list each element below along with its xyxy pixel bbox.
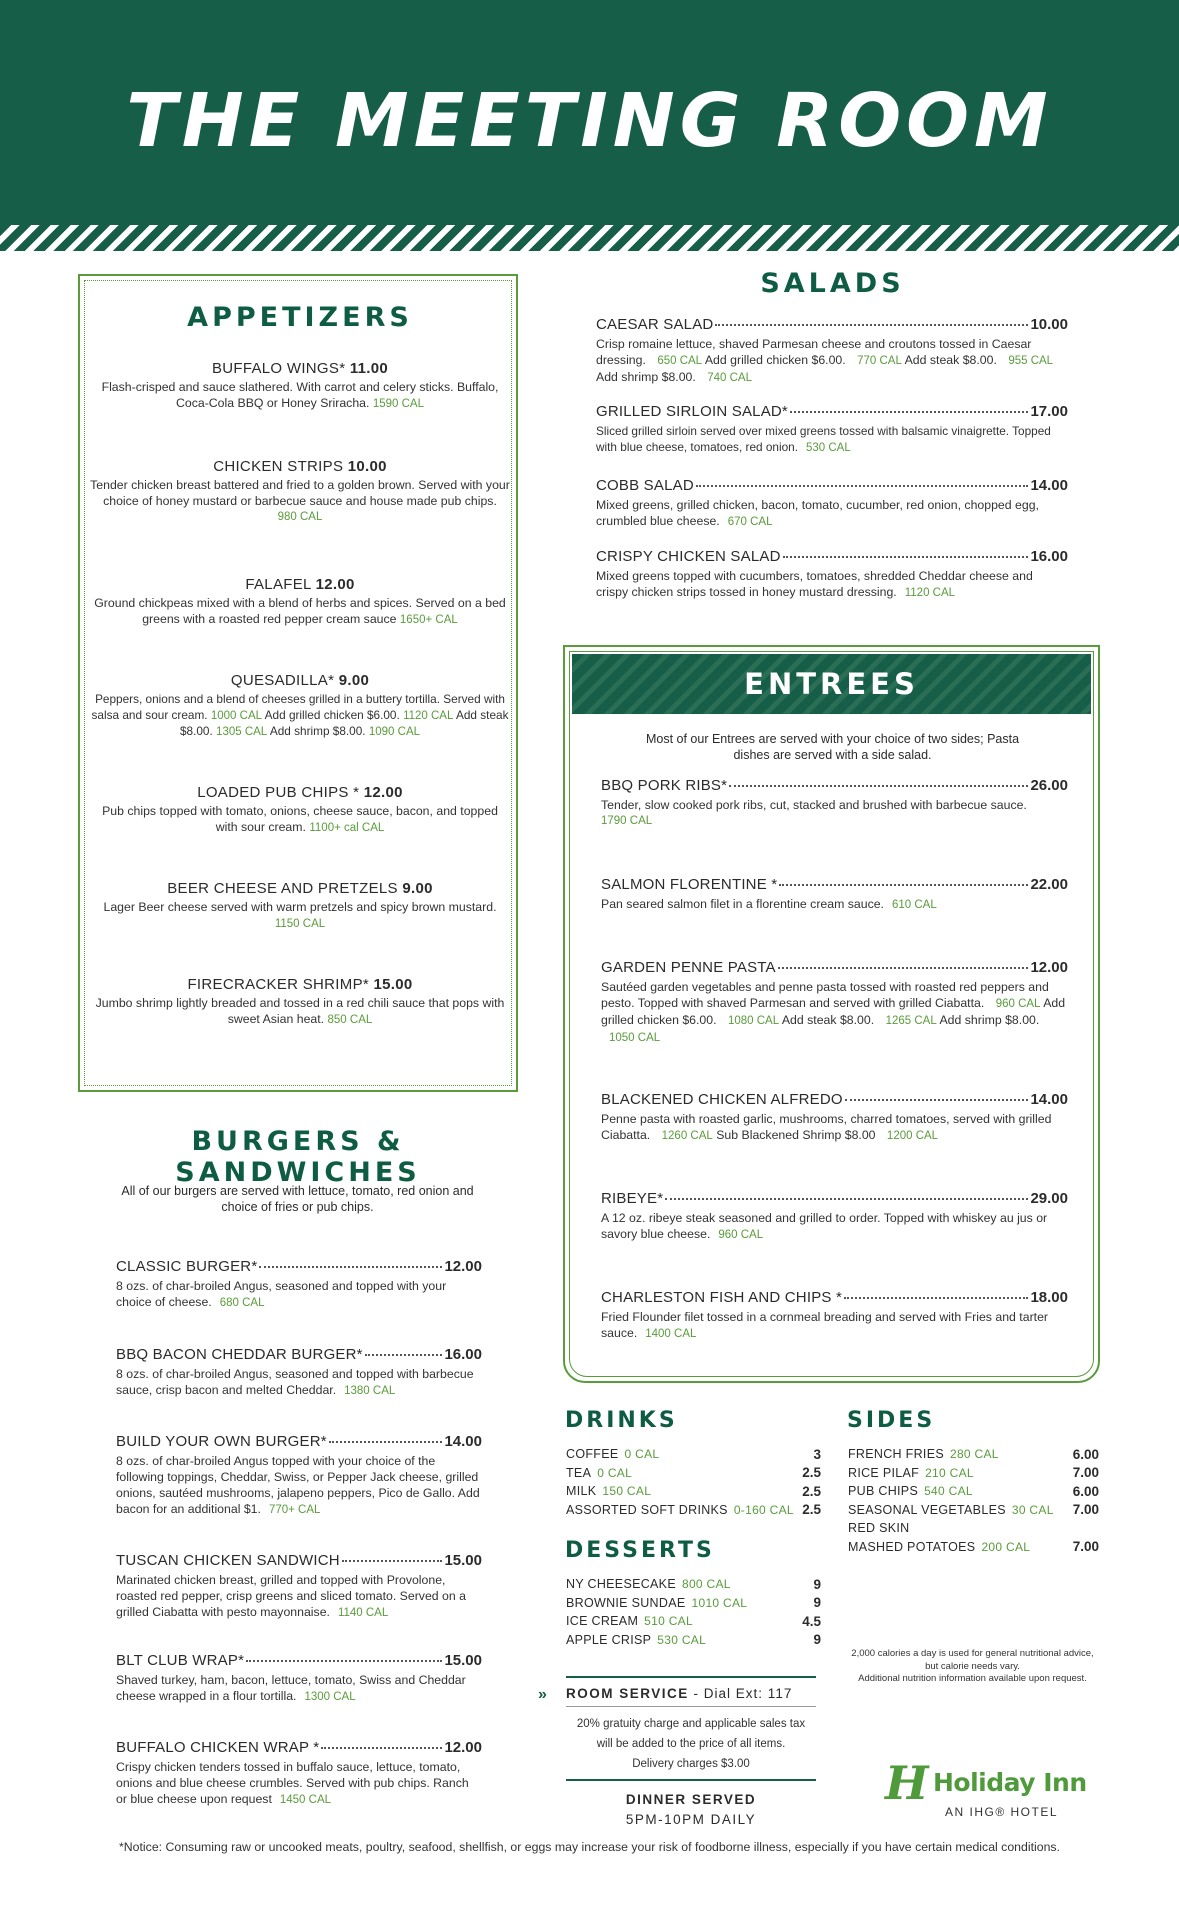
item-description: Penne pasta with roasted garlic, mushrooms, charred tomatoes, served with grilled Ciabatta. <box>601 1112 1052 1142</box>
item-description: Crispy chicken tenders tossed in buffalo sauce, lettuce, tomato, onions and blue cheese crumbles. Served with pub chips. Ranch or blue cheese upon request <box>116 1760 469 1806</box>
desserts-list <box>566 1575 821 1649</box>
dot-leader <box>696 485 1029 487</box>
appetizers-section <box>78 274 518 1092</box>
item-name: TUSCAN CHICKEN SANDWICH <box>116 1552 340 1569</box>
item-name: CRISPY CHICKEN SALAD <box>596 548 781 565</box>
item-price: 14.00 <box>444 1433 482 1450</box>
dot-leader <box>783 556 1029 558</box>
item-description: Shaved turkey, ham, bacon, lettuce, tomato, Swiss and Cheddar cheese wrapped in a flour tortilla. <box>116 1673 466 1703</box>
list-item <box>566 1575 821 1594</box>
item-description: Flash-crisped and sauce slathered. With carrot and celery sticks. Buffalo, Coca-Cola BBQ or Honey Sriracha. <box>101 380 499 410</box>
addon-calories: 770 CAL <box>857 355 902 367</box>
item-price: 11.00 <box>349 360 389 377</box>
item-price: 14.00 <box>1030 477 1068 494</box>
list-item <box>566 1612 821 1631</box>
item-calories: 960 CAL <box>718 1229 764 1241</box>
salads-title: SALADS <box>760 268 905 299</box>
item-name: BLT CLUB WRAP* <box>116 1652 245 1669</box>
item-name: NY CHEESECAKE <box>566 1577 676 1592</box>
list-item <box>848 1501 1099 1520</box>
item-description: Sliced grilled sirloin served over mixed greens tossed with balsamic vinaigrette. Topped with blue cheese, tomatoes, red onion. <box>596 424 1051 454</box>
item-calories: 1140 CAL <box>337 1607 389 1619</box>
item-calories: 1300 CAL <box>304 1691 356 1703</box>
item-price: 12.00 <box>444 1258 482 1275</box>
item-price: 12.00 <box>444 1739 482 1756</box>
item-calories: 30 CAL <box>1011 1502 1054 1517</box>
item-description: Crisp romaine lettuce, shaved Parmesan cheese and croutons tossed in Caesar dressing. <box>596 337 1032 367</box>
item-calories: 1120 CAL <box>904 587 956 599</box>
burger-item <box>116 1433 482 1518</box>
item-price: 26.00 <box>1030 777 1068 794</box>
desserts-title: DESSERTS <box>565 1538 715 1563</box>
header-banner <box>0 0 1179 225</box>
nutrition-line: Additional nutrition information available upon request. <box>858 1673 1087 1684</box>
list-item <box>848 1464 1099 1483</box>
list-item <box>566 1594 821 1613</box>
appetizer-item <box>90 672 510 741</box>
item-price: 7.00 <box>1072 1502 1099 1518</box>
item-name: BBQ BACON CHEDDAR BURGER* <box>116 1346 363 1363</box>
addon-calories: 1080 CAL <box>727 1015 780 1027</box>
addon-text: Sub Blackened Shrimp $8.00 <box>716 1128 876 1142</box>
item-calories: 1650+ CAL <box>399 613 458 626</box>
appetizer-item <box>90 576 510 628</box>
nutrition-line: 2,000 calories a day is used for general nutritional advice, but calorie needs vary. <box>851 1648 1094 1672</box>
room-service-line: Delivery charges $3.00 <box>632 1758 750 1770</box>
item-name: ASSORTED SOFT DRINKS <box>566 1502 728 1517</box>
item-price: 22.00 <box>1030 876 1068 893</box>
room-service-dial: - Dial Ext: 117 <box>693 1686 793 1701</box>
item-name: QUESADILLA* <box>230 672 335 689</box>
item-calories: 1400 CAL <box>645 1328 697 1340</box>
addon-calories: 1090 CAL <box>368 726 421 738</box>
item-calories: 1100+ cal CAL <box>309 821 385 834</box>
dinner-hours <box>566 1790 816 1830</box>
item-calories: 960 CAL <box>995 998 1041 1010</box>
item-calories: 510 CAL <box>644 1614 693 1629</box>
double-arrow-icon: » <box>538 1686 547 1703</box>
item-price: 2.5 <box>802 1502 821 1518</box>
list-item <box>566 1445 821 1464</box>
item-name: CHARLESTON FISH AND CHIPS * <box>601 1289 843 1306</box>
header-stripe-divider <box>0 225 1179 251</box>
item-description: Mixed greens topped with cucumbers, tomatoes, shredded Cheddar cheese and crispy chicken strips tossed in honey mustard dressing. <box>596 569 1033 599</box>
item-price: 6.00 <box>1072 1446 1099 1462</box>
dot-leader <box>779 884 1028 886</box>
item-calories: 800 CAL <box>681 1577 731 1592</box>
list-item <box>848 1445 1099 1464</box>
food-safety-notice: *Notice: Consuming raw or uncooked meats, poultry, seafood, shellfish, or eggs may increase your risk of foodborne illness, especially if you have certain medical conditions. <box>119 1840 1060 1854</box>
item-calories: 0-160 CAL <box>733 1502 794 1517</box>
item-name: APPLE CRISP <box>566 1632 652 1647</box>
item-description: Sautéed garden vegetables and penne pasta tossed with roasted red peppers and pesto. Topped with shaved Parmesan and served with grilled Ciabatta. <box>601 980 1049 1010</box>
item-calories: 980 CAL <box>277 511 323 523</box>
item-calories: 280 CAL <box>949 1447 999 1462</box>
appetizer-item <box>90 880 510 932</box>
list-item <box>848 1538 1099 1557</box>
item-calories: 1790 CAL <box>601 815 653 827</box>
list-item <box>566 1482 821 1501</box>
item-calories: 0 CAL <box>624 1447 660 1462</box>
item-price: 29.00 <box>1030 1190 1068 1207</box>
item-description: A 12 oz. ribeye steak seasoned and grilled to order. Topped with whiskey au jus or savory blue cheese. <box>601 1211 1048 1241</box>
item-calories: 1590 CAL <box>372 397 424 410</box>
item-description: 8 ozs. of char-broiled Angus topped with your choice of the following toppings, Cheddar, Swiss, or Pepper Jack cheese, grilled onions, sautéed mushrooms, jalapeno peppers, Pico de Gallo. Add bacon for an additional $1. <box>116 1454 480 1516</box>
item-price: 18.00 <box>1030 1289 1068 1306</box>
item-name: BUFFALO WINGS* <box>211 360 346 377</box>
item-name: COBB SALAD <box>596 477 694 494</box>
list-item <box>848 1482 1099 1501</box>
item-price: 17.00 <box>1030 403 1068 420</box>
salad-item <box>596 477 1068 530</box>
h-logo-icon: H <box>885 1756 929 1810</box>
addon-text: Add grilled chicken $6.00. <box>704 353 846 367</box>
entree-item <box>601 876 1068 913</box>
entree-item <box>601 1091 1068 1144</box>
dinner-served-label: DINNER SERVED <box>625 1792 757 1807</box>
item-name: BROWNIE SUNDAE <box>566 1595 686 1610</box>
item-calories: 540 CAL <box>924 1484 973 1499</box>
item-description: Lager Beer cheese served with warm pretzels and spicy brown mustard. <box>103 900 497 914</box>
entree-item <box>601 959 1068 1046</box>
item-description: Tender, slow cooked pork ribs, cut, stacked and brushed with barbecue sauce. <box>601 798 1027 812</box>
addon-calories: 1050 CAL <box>609 1032 661 1044</box>
item-calories: 1150 CAL <box>274 917 326 930</box>
item-price: 15.00 <box>444 1552 482 1569</box>
item-calories: 1450 CAL <box>279 1794 332 1806</box>
appetizers-title: APPETIZERS <box>187 302 413 333</box>
nutrition-note <box>845 1648 1100 1686</box>
dot-leader <box>365 1354 443 1356</box>
drinks-title: DRINKS <box>565 1408 678 1433</box>
burger-item <box>116 1652 482 1705</box>
item-description: Pub chips topped with tomato, onions, cheese sauce, bacon, and topped with sour cream. <box>102 804 498 834</box>
holiday-inn-logo <box>885 1756 1105 1826</box>
item-name: LOADED PUB CHIPS * <box>197 784 360 801</box>
item-price: 3 <box>813 1446 821 1462</box>
entrees-section <box>563 645 1100 1383</box>
item-description: Ground chickpeas mixed with a blend of herbs and spices. Served on a bed greens with a roasted red pepper cream sauce <box>94 596 506 626</box>
item-name: BUFFALO CHICKEN WRAP * <box>116 1739 320 1756</box>
divider <box>566 1676 816 1678</box>
item-name: BUILD YOUR OWN BURGER* <box>116 1433 327 1450</box>
item-calories: 1260 CAL <box>661 1130 713 1142</box>
addon-calories: 1120 CAL <box>403 709 454 722</box>
dot-leader <box>321 1747 442 1749</box>
item-calories: 1010 CAL <box>691 1595 748 1610</box>
entree-item <box>601 777 1068 829</box>
addon-calories: 1265 CAL <box>885 1015 937 1027</box>
item-calories: 680 CAL <box>219 1297 265 1309</box>
item-price: 4.5 <box>802 1613 821 1629</box>
item-price: 2.5 <box>802 1483 821 1499</box>
sides-list <box>848 1445 1099 1556</box>
logo-subtitle: AN IHG® HOTEL <box>945 1805 1059 1819</box>
list-item <box>566 1464 821 1483</box>
list-item <box>848 1519 1099 1538</box>
sides-title: SIDES <box>847 1408 936 1433</box>
item-calories: 0 CAL <box>597 1465 633 1480</box>
item-name: PUB CHIPS <box>848 1484 919 1499</box>
item-price: 9 <box>813 1595 821 1611</box>
dot-leader <box>342 1560 443 1562</box>
item-name: SEASONAL VEGETABLES <box>848 1502 1006 1517</box>
item-name: SALMON FLORENTINE * <box>601 876 778 893</box>
burgers-title: BURGERS & SANDWICHES <box>175 1126 421 1188</box>
appetizer-item <box>90 976 510 1028</box>
addon-text: Add shrimp $8.00. <box>939 1013 1040 1027</box>
burgers-note: All of our burgers are served with lettuce, tomato, red onion and choice of fries or pub chips. <box>121 1184 474 1214</box>
item-calories: 530 CAL <box>657 1632 707 1647</box>
item-price: 9.00 <box>338 672 370 689</box>
addon-text: Add shrimp $8.00. <box>269 724 366 738</box>
item-price: 6.00 <box>1072 1483 1099 1499</box>
dot-leader <box>246 1660 442 1662</box>
item-price: 2.5 <box>802 1465 821 1481</box>
logo-name: Holiday Inn <box>933 1768 1087 1797</box>
item-name: RIBEYE* <box>601 1190 664 1207</box>
item-calories: 150 CAL <box>602 1484 652 1499</box>
item-description: Pan seared salmon filet in a florentine cream sauce. <box>601 897 884 911</box>
item-name: CLASSIC BURGER* <box>116 1258 258 1275</box>
item-calories: 650 CAL <box>657 355 703 367</box>
item-name: CHICKEN STRIPS <box>213 458 344 475</box>
item-price: 9 <box>813 1576 821 1592</box>
item-price: 9 <box>813 1632 821 1648</box>
divider <box>566 1779 816 1781</box>
item-price: 7.00 <box>1072 1539 1099 1555</box>
dot-leader <box>790 411 1028 413</box>
item-description: 8 ozs. of char-broiled Angus, seasoned and topped with barbecue sauce, crisp bacon and melted Cheddar. <box>116 1367 474 1397</box>
salad-item <box>596 548 1068 601</box>
appetizer-item <box>90 784 510 836</box>
room-service-details <box>566 1714 816 1774</box>
dot-leader <box>729 785 1028 787</box>
addon-text: Add shrimp $8.00. <box>596 370 696 384</box>
entree-item <box>601 1289 1068 1342</box>
item-price: 14.00 <box>1030 1091 1068 1108</box>
divider <box>566 1706 816 1707</box>
item-name: ICE CREAM <box>566 1614 639 1629</box>
item-price: 16.00 <box>444 1346 482 1363</box>
entrees-note: Most of our Entrees are served with your choice of two sides; Pasta dishes are served with a side salad. <box>645 732 1020 762</box>
item-name: FIRECRACKER SHRIMP* <box>187 976 370 993</box>
dot-leader <box>329 1441 443 1443</box>
burger-item <box>116 1346 482 1399</box>
drinks-list <box>566 1445 821 1519</box>
dot-leader <box>844 1297 1028 1299</box>
room-service-heading <box>566 1686 792 1701</box>
list-item <box>566 1501 821 1520</box>
item-price: 10.00 <box>1030 316 1068 333</box>
room-service-label: ROOM SERVICE <box>566 1686 689 1701</box>
item-description: Marinated chicken breast, grilled and topped with Provolone, roasted red pepper, crisp greens and sliced tomato. Served on a grilled Ciabatta with pesto mayonnaise. <box>116 1573 466 1619</box>
item-name: GRILLED SIRLOIN SALAD* <box>596 403 788 420</box>
item-name: RED SKIN <box>848 1521 910 1536</box>
item-name: COFFEE <box>566 1447 619 1462</box>
dinner-hours-text: 5PM-10PM DAILY <box>625 1812 757 1827</box>
item-price: 15.00 <box>444 1652 482 1669</box>
item-price: 12.00 <box>363 784 403 801</box>
addon-calories: 740 CAL <box>707 372 752 384</box>
addon-calories: 1305 CAL <box>216 726 268 738</box>
item-name: BLACKENED CHICKEN ALFREDO <box>601 1091 843 1108</box>
addon-calories: 1200 CAL <box>886 1130 939 1142</box>
item-name: BBQ PORK RIBS* <box>601 777 728 794</box>
burger-item <box>116 1739 482 1808</box>
salad-item <box>596 316 1068 386</box>
item-price: 15.00 <box>373 976 413 993</box>
addon-text: Add steak $8.00. <box>904 353 997 367</box>
item-calories: 670 CAL <box>727 516 773 528</box>
dot-leader <box>778 967 1029 969</box>
item-price: 7.00 <box>1072 1465 1099 1481</box>
item-name: MASHED POTATOES <box>848 1539 976 1554</box>
room-service-line: will be added to the price of all items. <box>596 1738 786 1750</box>
item-description: Jumbo shrimp lightly breaded and tossed in a red chili sauce that pops with sweet Asian heat. <box>95 996 505 1026</box>
item-description: 8 ozs. of char-broiled Angus, seasoned and topped with your choice of cheese. <box>116 1279 447 1309</box>
item-description: Fried Flounder filet tossed in a cornmeal breading and served with Fries and tarter sauce. <box>601 1310 1049 1340</box>
item-price: 9.00 <box>402 880 433 897</box>
appetizer-item <box>90 360 510 412</box>
item-calories: 1380 CAL <box>344 1385 396 1397</box>
appetizer-item <box>90 458 510 526</box>
item-name: CAESAR SALAD <box>596 316 714 333</box>
item-name: GARDEN PENNE PASTA <box>601 959 776 976</box>
item-name: FALAFEL <box>245 576 312 593</box>
item-calories: 850 CAL <box>327 1013 373 1026</box>
menu-title: THE MEETING ROOM <box>126 78 1053 164</box>
item-description: Peppers, onions and a blend of cheeses grilled in a buttery tortilla. Served with salsa and sour cream. <box>91 692 505 722</box>
addon-text: Add grilled chicken $6.00. <box>264 707 400 722</box>
item-price: 16.00 <box>1030 548 1068 565</box>
item-calories: 530 CAL <box>805 442 851 454</box>
addon-text: Add steak $8.00. <box>179 707 509 738</box>
item-calories: 210 CAL <box>925 1465 974 1480</box>
dot-leader <box>845 1099 1029 1101</box>
item-description: Tender chicken breast battered and fried to a golden brown. Served with your choice of honey mustard or barbecue sauce and house made pub chips. <box>90 478 510 508</box>
item-description: Mixed greens, grilled chicken, bacon, tomato, cucumber, red onion, chopped egg, crumbled blue cheese. <box>596 498 1039 528</box>
burger-item <box>116 1552 482 1621</box>
entrees-title: ENTREES <box>744 667 919 701</box>
addon-calories: 955 CAL <box>1008 355 1054 367</box>
list-item <box>566 1631 821 1650</box>
item-price: 12.00 <box>315 576 355 593</box>
item-calories: 1000 CAL <box>210 709 263 722</box>
item-price: 10.00 <box>347 458 387 475</box>
item-price: 12.00 <box>1030 959 1068 976</box>
item-calories: 770+ CAL <box>268 1504 321 1516</box>
burger-item <box>116 1258 482 1311</box>
addon-text: Add steak $8.00. <box>781 1013 875 1027</box>
dot-leader <box>715 324 1028 326</box>
salad-item <box>596 403 1068 456</box>
addon-text: Add grilled chicken $6.00. <box>601 996 1066 1027</box>
entree-item <box>601 1190 1068 1243</box>
item-name: RICE PILAF <box>848 1465 920 1480</box>
dot-leader <box>665 1198 1028 1200</box>
room-service-line: 20% gratuity charge and applicable sales tax <box>576 1718 806 1730</box>
item-name: FRENCH FRIES <box>848 1447 944 1462</box>
item-name: TEA <box>566 1465 592 1480</box>
item-name: BEER CHEESE AND PRETZELS <box>167 880 398 897</box>
item-name: MILK <box>566 1484 597 1499</box>
item-calories: 610 CAL <box>891 899 937 911</box>
item-calories: 200 CAL <box>981 1539 1031 1554</box>
dot-leader <box>259 1266 442 1268</box>
